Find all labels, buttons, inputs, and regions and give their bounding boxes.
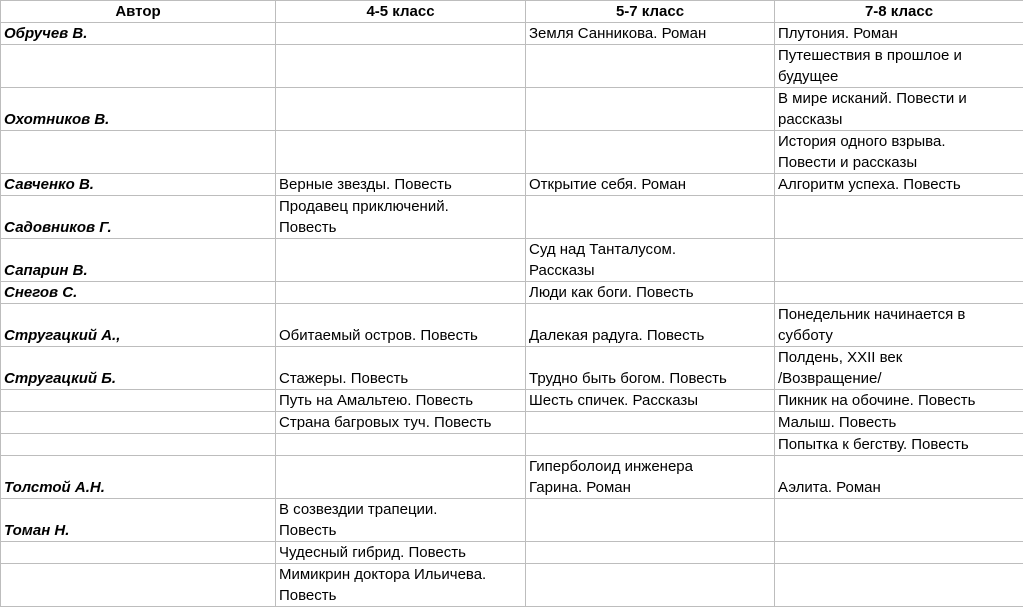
cell-text: Сапарин В.: [4, 260, 272, 281]
table-body: [1, 23, 1023, 607]
grade-5-7-cell: [526, 304, 775, 347]
cell-text: Плутония. Роман: [778, 23, 1020, 44]
table-row: [1, 196, 1023, 239]
grade-4-5-cell: [276, 282, 526, 304]
cell-text: Путешествия в прошлое и: [778, 45, 1020, 66]
grade-4-5-cell: [276, 412, 526, 434]
grade-5-7-cell: [526, 542, 775, 564]
grade-7-8-cell: [775, 23, 1023, 45]
cell-text: субботу: [778, 325, 1020, 346]
table-row: [1, 239, 1023, 282]
author-cell: [1, 131, 276, 174]
table-row: [1, 542, 1023, 564]
cell-text: Повесть: [279, 217, 522, 238]
grade-5-7-cell: [526, 239, 775, 282]
cell-text: Земля Санникова. Роман: [529, 23, 771, 44]
cell-text: Понедельник начинается в: [778, 304, 1020, 325]
grade-7-8-cell: [775, 456, 1023, 499]
cell-text: Садовников Г.: [4, 217, 272, 238]
table-row: [1, 88, 1023, 131]
table-row: [1, 131, 1023, 174]
grade-4-5-cell: [276, 390, 526, 412]
grade-5-7-cell: [526, 45, 775, 88]
author-cell: [1, 196, 276, 239]
grade-5-7-cell: [526, 412, 775, 434]
cell-text: Стажеры. Повесть: [279, 368, 522, 389]
grade-5-7-cell: [526, 347, 775, 390]
table-row: [1, 347, 1023, 390]
cell-text: Далекая радуга. Повесть: [529, 325, 771, 346]
cell-text: рассказы: [778, 109, 1020, 130]
grade-7-8-cell: [775, 304, 1023, 347]
cell-text: Продавец приключений.: [279, 196, 522, 217]
cell-text: Полдень, XXII век: [778, 347, 1020, 368]
grade-4-5-cell: [276, 239, 526, 282]
cell-text: Толстой А.Н.: [4, 477, 272, 498]
author-cell: [1, 174, 276, 196]
author-cell: [1, 412, 276, 434]
cell-text: Трудно быть богом. Повесть: [529, 368, 771, 389]
cell-text: Гиперболоид инженера: [529, 456, 771, 477]
grade-7-8-cell: [775, 88, 1023, 131]
table-row: [1, 23, 1023, 45]
header-row: [1, 1, 1023, 23]
author-cell: [1, 390, 276, 412]
grade-4-5-cell: [276, 542, 526, 564]
grade-5-7-cell: [526, 434, 775, 456]
cell-text: Алгоритм успеха. Повесть: [778, 174, 1020, 195]
cell-text: Пикник на обочине. Повесть: [778, 390, 1020, 411]
table-row: [1, 45, 1023, 88]
author-cell: [1, 239, 276, 282]
cell-text: Люди как боги. Повесть: [529, 282, 771, 303]
cell-text: Путь на Амальтею. Повесть: [279, 390, 522, 411]
cell-text: Стругацкий А.,: [4, 325, 272, 346]
author-cell: [1, 564, 276, 607]
cell-text: Снегов С.: [4, 282, 272, 303]
author-cell: [1, 23, 276, 45]
cell-text: История одного взрыва.: [778, 131, 1020, 152]
grade-5-7-cell: [526, 23, 775, 45]
cell-text: В созвездии трапеции.: [279, 499, 522, 520]
grade-4-5-cell: [276, 434, 526, 456]
table-row: [1, 390, 1023, 412]
grade-4-5-cell: [276, 174, 526, 196]
grade-7-8-cell: [775, 174, 1023, 196]
table-row: [1, 282, 1023, 304]
table-row: [1, 174, 1023, 196]
grade-5-7-cell: [526, 282, 775, 304]
grade-7-8-cell: [775, 239, 1023, 282]
author-cell: [1, 304, 276, 347]
header-grade-4-5: 4-5 класс: [276, 1, 526, 23]
cell-text: Рассказы: [529, 260, 771, 281]
grade-7-8-cell: [775, 542, 1023, 564]
cell-text: В мире исканий. Повести и: [778, 88, 1020, 109]
grade-7-8-cell: [775, 131, 1023, 174]
cell-text: Стругацкий Б.: [4, 368, 272, 389]
author-cell: [1, 542, 276, 564]
cell-text: Обитаемый остров. Повесть: [279, 325, 522, 346]
cell-text: Верные звезды. Повесть: [279, 174, 522, 195]
cell-text: Попытка к бегству. Повесть: [778, 434, 1020, 455]
cell-text: Томан Н.: [4, 520, 272, 541]
grade-4-5-cell: [276, 347, 526, 390]
header-grade-7-8: 7-8 класс: [775, 1, 1023, 23]
grade-4-5-cell: [276, 88, 526, 131]
grade-4-5-cell: [276, 131, 526, 174]
table-row: [1, 304, 1023, 347]
table-row: [1, 564, 1023, 607]
cell-text: Открытие себя. Роман: [529, 174, 771, 195]
grade-4-5-cell: [276, 196, 526, 239]
grade-5-7-cell: [526, 456, 775, 499]
cell-text: Гарина. Роман: [529, 477, 771, 498]
grade-5-7-cell: [526, 564, 775, 607]
author-cell: [1, 456, 276, 499]
cell-text: Суд над Танталусом.: [529, 239, 771, 260]
header-grade-5-7: 5-7 класс: [526, 1, 775, 23]
grade-5-7-cell: [526, 390, 775, 412]
grade-7-8-cell: [775, 45, 1023, 88]
grade-5-7-cell: [526, 174, 775, 196]
cell-text: Охотников В.: [4, 109, 272, 130]
cell-text: Малыш. Повесть: [778, 412, 1020, 433]
author-cell: [1, 282, 276, 304]
cell-text: Повесть: [279, 520, 522, 541]
cell-text: Повести и рассказы: [778, 152, 1020, 173]
table-row: [1, 434, 1023, 456]
grade-5-7-cell: [526, 196, 775, 239]
table-row: [1, 456, 1023, 499]
cell-text: Аэлита. Роман: [778, 477, 1020, 498]
grade-7-8-cell: [775, 196, 1023, 239]
author-cell: [1, 45, 276, 88]
grade-7-8-cell: [775, 564, 1023, 607]
table-row: [1, 499, 1023, 542]
grade-7-8-cell: [775, 282, 1023, 304]
grade-4-5-cell: [276, 499, 526, 542]
grade-5-7-cell: [526, 88, 775, 131]
cell-text: Страна багровых туч. Повесть: [279, 412, 522, 433]
grade-7-8-cell: [775, 499, 1023, 542]
cell-text: Обручев В.: [4, 23, 272, 44]
cell-text: /Возвращение/: [778, 368, 1020, 389]
cell-text: Чудесный гибрид. Повесть: [279, 542, 522, 563]
cell-text: Повесть: [279, 585, 522, 606]
author-cell: [1, 88, 276, 131]
author-cell: [1, 434, 276, 456]
grade-5-7-cell: [526, 499, 775, 542]
grade-4-5-cell: [276, 456, 526, 499]
cell-text: Мимикрин доктора Ильичева.: [279, 564, 522, 585]
grade-7-8-cell: [775, 347, 1023, 390]
grade-4-5-cell: [276, 45, 526, 88]
author-cell: [1, 499, 276, 542]
grade-5-7-cell: [526, 131, 775, 174]
header-author: Автор: [1, 1, 276, 23]
cell-text: Савченко В.: [4, 174, 272, 195]
table-row: [1, 412, 1023, 434]
grade-7-8-cell: [775, 390, 1023, 412]
grade-4-5-cell: [276, 23, 526, 45]
author-cell: [1, 347, 276, 390]
grade-4-5-cell: [276, 564, 526, 607]
cell-text: будущее: [778, 66, 1020, 87]
cell-text: Шесть спичек. Рассказы: [529, 390, 771, 411]
grade-7-8-cell: [775, 412, 1023, 434]
grade-7-8-cell: [775, 434, 1023, 456]
grade-4-5-cell: [276, 304, 526, 347]
